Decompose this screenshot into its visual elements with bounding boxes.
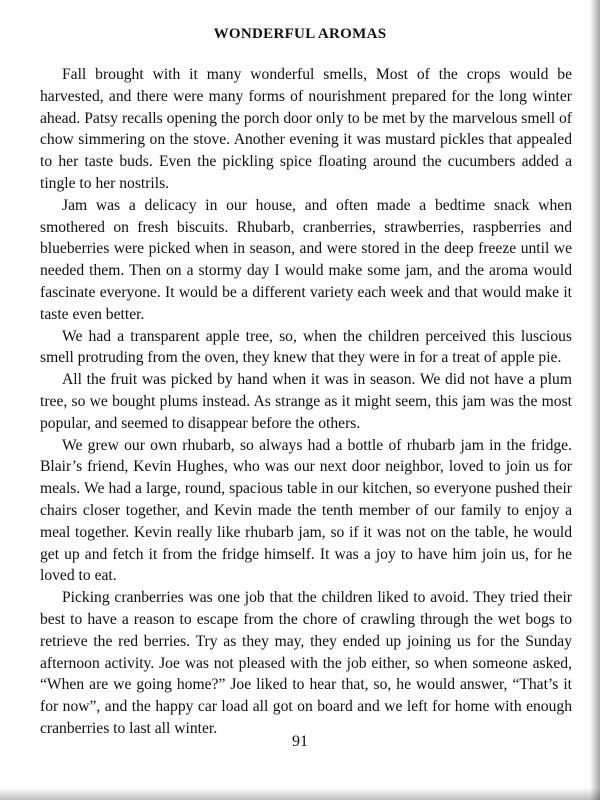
paragraph: We grew our own rhubarb, so always had a bottle of rhubarb jam in the fridge. Blair’s friend, Kevin Hughes, who was our next door neighbor, loved to join us for meals. We had a large, round, spacious table in our kitchen, so everyone pushed their chairs closer together, and Kevin made the tenth member of our family to enjoy a meal together. Kevin really like rhubarb jam, so if it was not on the table, he would get up and fetch it from the fridge himself. It was a joy to have him join us, for he loved to eat. xyxy=(40,436,572,585)
body-text xyxy=(40,64,572,740)
paragraph: All the fruit was picked by hand when it was in season. We did not have a plum tree, so we bought plums instead. As strange as it might seem, this jam was the most popular, and seemed to disappear before the others. xyxy=(40,371,572,432)
page-number: 91 xyxy=(292,733,308,750)
paragraph: We had a transparent apple tree, so, when the children perceived this luscious smell protruding from the oven, they knew that they were in for a treat of apple pie. xyxy=(40,327,572,367)
page-edge-shadow xyxy=(590,0,600,800)
paragraph: Jam was a delicacy in our house, and often made a bedtime snack when smothered on fresh biscuits. Rhubarb, cranberries, strawberries, raspberries and blueberries were picked when in season, and were stored in the deep freeze until we needed them. Then on a stormy day I would make some jam, and the aroma would fascinate everyone. It would be a different variety each week and that would make it taste even better. xyxy=(40,196,572,323)
page-bottom-shadow xyxy=(0,788,600,800)
paragraph: Fall brought with it many wonderful smells, Most of the crops would be harvested, and there were many forms of nourishment prepared for the long winter ahead. Patsy recalls opening the porch door only to be met by the marvelous smell of chow simmering on the stove. Another evening it was mustard pickles that appealed to her taste buds. Even the pickling spice floating around the cucumbers added a tingle to her nostrils. xyxy=(40,66,572,192)
chapter-title: WONDERFUL AROMAS xyxy=(213,26,387,42)
paragraph: Picking cranberries was one job that the children liked to avoid. They tried their best to have a reason to escape from the chore of crawling through the wet bogs to retrieve the red berries. Try as they may, they ended up joining us for the Sunday afternoon activity. Joe was not pleased with the job either, so when someone asked, “When are we going home?” Joe liked to hear that, so, he would answer, “That’s it for now”, and the happy car load all got on board and we left for home with enough cranberries to last all winter. xyxy=(40,589,572,737)
